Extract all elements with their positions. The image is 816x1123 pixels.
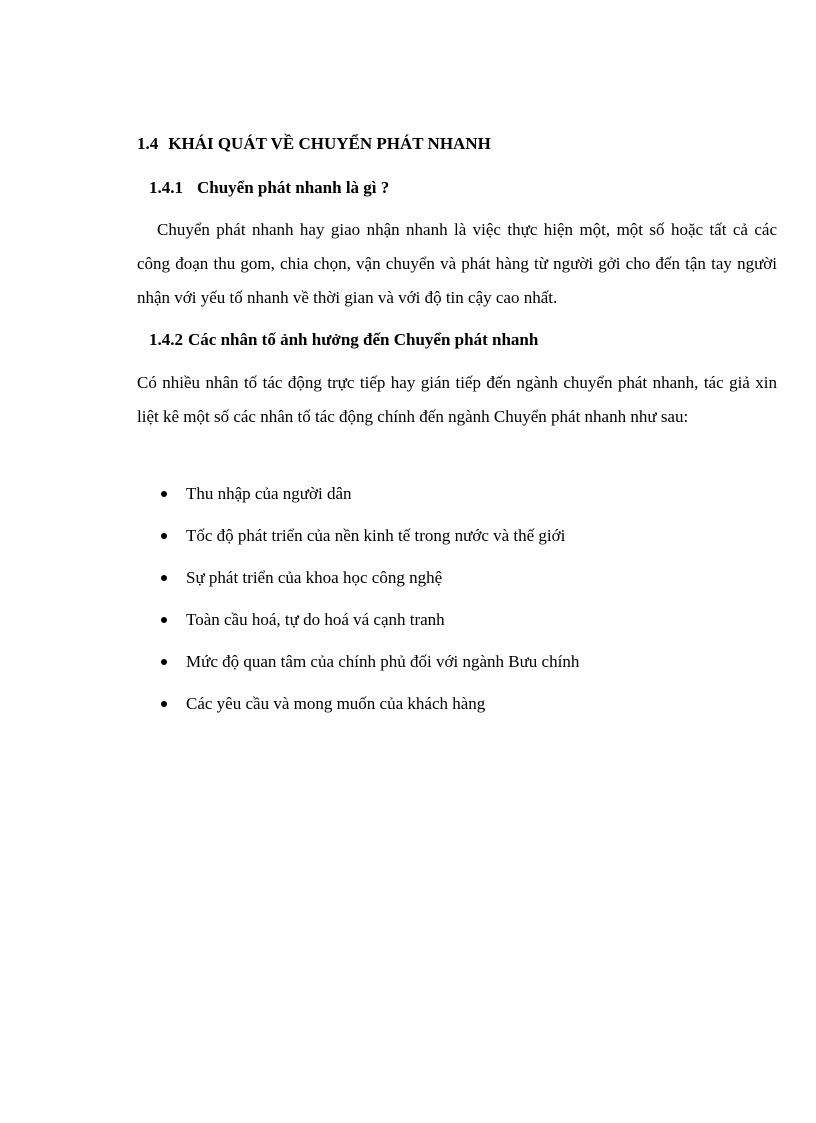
list-item: [137, 603, 579, 645]
subsection-1-paragraph: Chuyển phát nhanh hay giao nhận nhanh là việc thực hiện một, một số hoặc tất cả các công đoạn thu gom, chia chọn, vận chuyển và phát hàng từ người gởi cho đến tận tay người nhận với yếu tố nhanh về thời gian và với độ tin cậy cao nhất.: [137, 220, 777, 307]
list-item-text: Tốc độ phát triển của nền kinh tế trong nước và thế giới: [186, 526, 566, 545]
subsection-1-number: 1.4.1: [149, 178, 183, 197]
list-item: [137, 519, 579, 561]
subsection-heading-1: [149, 178, 389, 198]
bullet-icon: [161, 575, 167, 581]
list-item-text: Thu nhập của người dân: [186, 484, 352, 503]
list-item-text: Các yêu cầu và mong muốn của khách hàng: [186, 694, 486, 713]
list-item: [137, 477, 579, 519]
bullet-icon: [161, 491, 167, 497]
bullet-icon: [161, 701, 167, 707]
list-item: [137, 687, 579, 729]
list-item-text: Toàn cầu hoá, tự do hoá vá cạnh tranh: [186, 610, 445, 629]
section-heading: [137, 134, 491, 154]
subsection-2-paragraph: Có nhiều nhân tố tác động trực tiếp hay gián tiếp đến ngành chuyển phát nhanh, tác giả xin liệt kê một số các nhân tố tác động chính đến ngành Chuyển phát nhanh như sau:: [137, 373, 777, 426]
bullet-icon: [161, 659, 167, 665]
factor-list: [137, 477, 579, 729]
bullet-icon: [161, 533, 167, 539]
list-item: [137, 561, 579, 603]
section-number: 1.4: [137, 134, 159, 153]
list-item-text: Sự phát triển của khoa học công nghệ: [186, 568, 443, 587]
section-title: KHÁI QUÁT VỀ CHUYỂN PHÁT NHANH: [168, 134, 491, 153]
subsection-heading-2: [149, 330, 538, 350]
bullet-icon: [161, 617, 167, 623]
list-item-text: Mức độ quan tâm của chính phủ đối với ngành Bưu chính: [186, 652, 580, 671]
list-item: [137, 645, 579, 687]
subsection-2-title: Các nhân tố ảnh hưởng đến Chuyển phát nhanh: [188, 330, 539, 349]
subsection-1-title: Chuyển phát nhanh là gì ?: [197, 178, 390, 197]
subsection-2-number: 1.4.2: [149, 330, 183, 349]
